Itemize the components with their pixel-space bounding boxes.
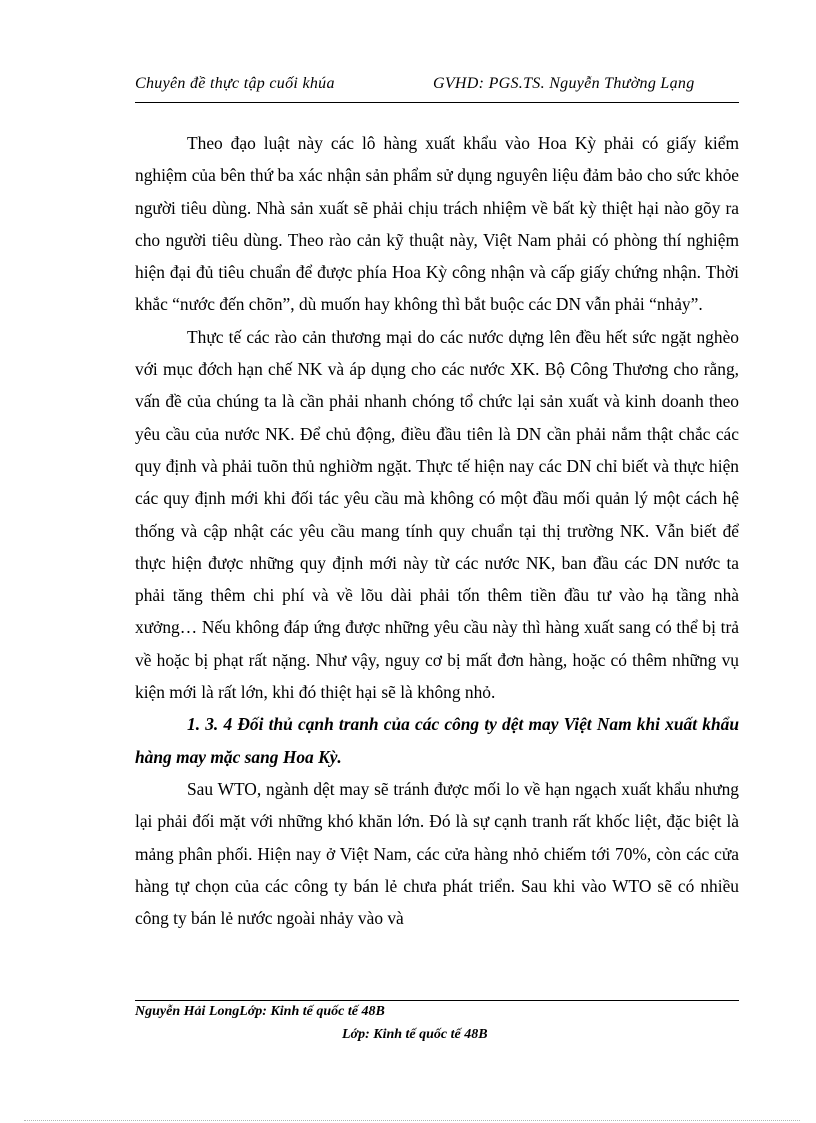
page-bottom-divider — [24, 1120, 800, 1121]
footer-author: Nguyễn Hải LongLớp: Kinh tế quốc tế 48B — [135, 1004, 385, 1019]
paragraph-3: Sau WTO, ngành dệt may sẽ tránh được mối lo về hạn ngạch xuất khẩu nhưng lại phải đối mặt với những khó khăn lớn. Đó là sự cạnh tranh rất khốc liệt, đặc biệt là mảng phân phối. Hiện nay ở Việt Nam, các cửa hàng nhỏ chiếm tới 70%, còn các cửa hàng tự chọn của các công ty bán lẻ chưa phát triển. Sau khi vào WTO sẽ có nhiều công ty bán lẻ nước ngoài nhảy vào và — [135, 778, 739, 929]
footer-class: Lớp: Kinh tế quốc tế 48B — [342, 1027, 488, 1042]
section-heading: 1. 3. 4 Đối thủ cạnh tranh của các công ty dệt may Việt Nam khi xuất khẩu hàng may mặc sang Hoa Kỳ. — [135, 714, 739, 767]
header-supervisor: GVHD: PGS.TS. Nguyễn Thường Lạng — [433, 75, 695, 92]
header-course-title: Chuyên đề thực tập cuối khúa — [135, 75, 335, 92]
body-text — [135, 127, 739, 934]
paragraph-2: Thực tế các rào cản thương mại do các nước dựng lên đều hết sức ngặt nghèo với mục đớch hạn chế NK và áp dụng cho các nước XK. Bộ Công Thương cho rằng, vấn đề của chúng ta là cần phải nhanh chóng tổ chức lại sản xuất và kinh doanh theo yêu cầu của nước NK. Để chủ động, điều đầu tiên là DN cần phải nắm thật chắc các quy định và phải tuõn thủ nghiờm ngặt. Thực tế hiện nay các DN chỉ biết và thực hiện các quy định mới khi đối tác yêu cầu mà không có một đầu mối quản lý một cách hệ thống và cập nhật các yêu cầu mang tính quy chuẩn tại thị trường NK. Vẫn biết để thực hiện được những quy định mới này từ các nước NK, ban đầu các DN nước ta phải tăng thêm chi phí và về lõu dài phải tốn thêm tiền đầu tư vào hạ tầng nhà xưởng… Nếu không đáp ứng được những yêu cầu này thì hàng xuất sang có thể bị trả về hoặc bị phạt rất nặng. Như vậy, nguy cơ bị mất đơn hàng, hoặc có thêm những vụ kiện mới là rất lớn, khi đó thiệt hại sẽ là không nhỏ. — [135, 326, 739, 703]
paragraph-1: Theo đạo luật này các lô hàng xuất khẩu vào Hoa Kỳ phải có giấy kiểm nghiệm của bên thứ ba xác nhận sản phẩm sử dụng nguyên liệu đảm bảo cho sức khỏe người tiêu dùng. Nhà sản xuất sẽ phải chịu trách nhiệm về bất kỳ thiệt hại nào gõy ra cho người tiêu dùng. Theo rào cản kỹ thuật này, Việt Nam phải có phòng thí nghiệm hiện đại đủ tiêu chuẩn để được phía Hoa Kỳ công nhận và cấp giấy chứng nhận. Thời khắc “nước đến chõn”, dù muốn hay không thì bắt buộc các DN vẫn phải “nhảy”. — [135, 133, 739, 315]
footer-divider — [135, 1000, 739, 1001]
page-header — [135, 72, 739, 103]
